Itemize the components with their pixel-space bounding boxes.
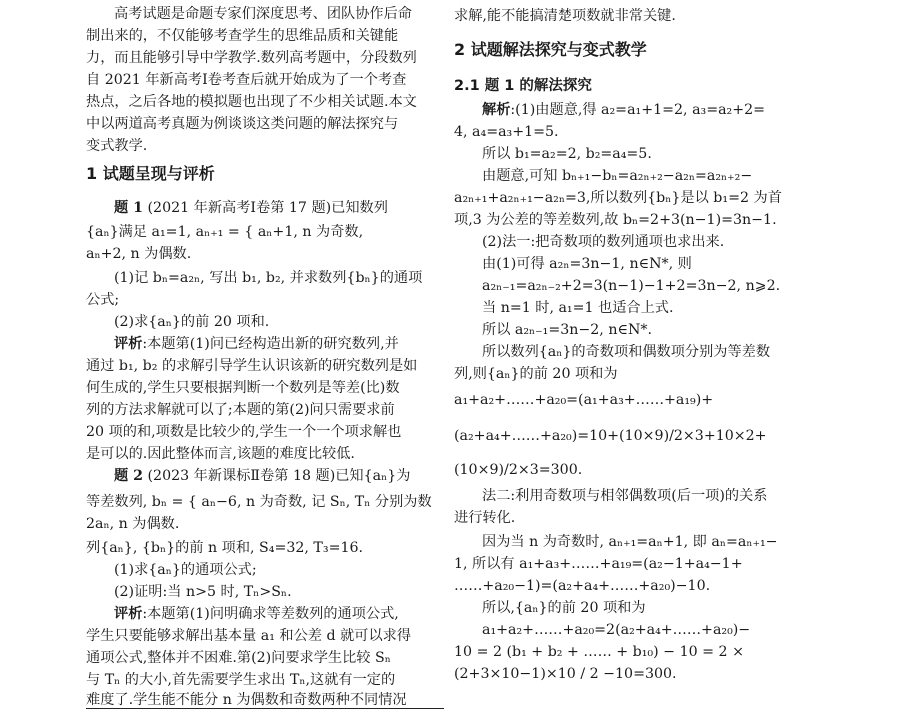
bold-lead: 评析 — [114, 606, 143, 622]
right-text-line: a₂ₙ₋₁=a₂ₙ₋₂+2=3(n−1)−1+2=3n−2, n⩾2. — [482, 278, 781, 294]
left-text-line: 题 1 (2021 年新高考Ⅰ卷第 17 题)已知数列 — [114, 200, 388, 216]
right-text-line: 解析:(1)由题意,得 a₂=a₁+1=2, a₃=a₂+2= — [482, 102, 766, 118]
right-text-line: (a₂+a₄+……+a₂₀)=10+(10×9)/2×3+10×2+ — [454, 428, 767, 444]
left-text-line: 等差数列, bₙ = { aₙ−6, n 为奇数, 记 Sₙ, Tₙ 分别为数 — [86, 494, 432, 510]
right-text-line: 2 试题解法探究与变式教学 — [454, 40, 647, 59]
left-text-line: (2)证明:当 n>5 时, Tₙ>Sₙ. — [114, 584, 292, 600]
left-text-line: 列{aₙ}, {bₙ}的前 n 项和, S₄=32, T₃=16. — [86, 540, 364, 556]
left-text-line: (1)求{aₙ}的通项公式; — [114, 562, 257, 578]
right-text-line: (2+3×10−1)×10 / 2 −10=300. — [454, 666, 677, 682]
left-text-line: 通过 b₁, b₂ 的求解引导学生认识该新的研究数列是如 — [86, 358, 418, 374]
left-text-line: {aₙ}满足 a₁=1, aₙ₊₁ = { aₙ+1, n 为奇数, — [86, 224, 364, 240]
right-text-line: a₂ₙ₊₁+a₂ₙ₊₁−a₂ₙ=3,所以数列{bₙ}是以 b₁=2 为首 — [454, 190, 782, 206]
right-text-line: 法二:利用奇数项与相邻偶数项(后一项)的关系 — [482, 488, 768, 504]
right-text-line: 2.1 题 1 的解法探究 — [454, 78, 592, 94]
left-text-line: 何生成的,学生只要根据判断一个数列是等差(比)数 — [86, 380, 400, 396]
left-text-line: aₙ+2, n 为偶数. — [86, 246, 192, 262]
right-text-line: 列,则{aₙ}的前 20 项和为 — [454, 366, 618, 382]
right-text-line: (2)法一:把奇数项的数列通项也求出来. — [482, 234, 725, 250]
left-text-line: 变式教学. — [86, 138, 148, 154]
left-text-line: 中以两道高考真题为例谈谈这类问题的解法探究与 — [86, 116, 399, 132]
right-text-line: 10 = 2 (b₁ + b₂ + …… + b₁₀) − 10 = 2 × — [454, 644, 744, 660]
right-text-line: 当 n=1 时, a₁=1 也适合上式. — [482, 300, 674, 316]
bold-lead: 解析 — [482, 102, 511, 118]
left-text-line: 20 项的和,项数是比较少的,学生一个一个项求解也 — [86, 424, 402, 440]
right-text-line: 进行转化. — [454, 510, 516, 526]
left-text-line: 1 试题呈现与评析 — [86, 164, 215, 183]
left-text-line: (2)求{aₙ}的前 20 项和. — [114, 314, 270, 330]
bold-lead: 题 2 — [114, 468, 143, 484]
right-text-line: 因为当 n 为奇数时, aₙ₊₁=aₙ+1, 即 aₙ=aₙ₊₁− — [482, 534, 778, 550]
left-text-line: 是可以的.因此整体而言,该题的难度比较低. — [86, 446, 355, 462]
footnote-rule — [86, 708, 444, 709]
left-text-line: 列的方法求解就可以了;本题的第(2)问只需要求前 — [86, 402, 395, 418]
left-text-line: 公式; — [86, 292, 120, 308]
left-text-line: 2aₙ, n 为偶数. — [86, 516, 180, 532]
left-text-line: 评析:本题第(1)问已经构造出新的研究数列,并 — [114, 336, 399, 352]
left-text-line: 难度了.学生能不能分 n 为偶数和奇数两种不同情况 — [86, 692, 407, 708]
left-text-line: 评析:本题第(1)问明确求等差数列的通项公式, — [114, 606, 399, 622]
left-text-line: 题 2 (2023 年新课标Ⅱ卷第 18 题)已知{aₙ}为 — [114, 468, 411, 484]
right-text-line: 4, a₄=a₃+1=5. — [454, 124, 559, 140]
right-text-line: 求解,能不能搞清楚项数就非常关键. — [454, 8, 676, 24]
right-text-line: 所以,{aₙ}的前 20 项和为 — [482, 600, 646, 616]
right-text-line: ……+a₂₀−1)=(a₂+a₄+……+a₂₀)−10. — [454, 578, 711, 594]
right-text-line: 项,3 为公差的等差数列,故 bₙ=2+3(n−1)=3n−1. — [454, 212, 777, 228]
left-text-line: 与 Tₙ 的大小,首先需要学生求出 Tₙ,这就有一定的 — [86, 672, 396, 688]
right-text-line: 1, 所以有 a₁+a₃+……+a₁₉=(a₂−1+a₄−1+ — [454, 556, 743, 572]
left-text-line: (1)记 bₙ=a₂ₙ, 写出 b₁, b₂, 并求数列{bₙ}的通项 — [114, 270, 423, 286]
left-text-line: 热点，之后各地的模拟题也出现了不少相关试题.本文 — [86, 94, 417, 110]
bold-lead: 题 1 — [114, 200, 143, 216]
left-text-line: 通项公式,整体并不困难.第(2)问要求学生比较 Sₙ — [86, 650, 391, 666]
right-text-line: (10×9)/2×3=300. — [454, 462, 583, 478]
right-text-line: 所以数列{aₙ}的奇数项和偶数项分别为等差数 — [482, 344, 771, 360]
left-text-line: 高考试题是命题专家们深度思考、团队协作后命 — [114, 6, 412, 22]
left-text-line: 自 2021 年新高考Ⅰ卷考查后就开始成为了一个考查 — [86, 72, 407, 88]
right-text-line: 所以 a₂ₙ₋₁=3n−2, n∈N*. — [482, 322, 652, 338]
right-text-line: a₁+a₂+……+a₂₀=2(a₂+a₄+……+a₂₀)− — [482, 622, 751, 638]
right-text-line: 由题意,可知 bₙ₊₁−bₙ=a₂ₙ₊₂−a₂ₙ=a₂ₙ₊₂− — [482, 168, 753, 184]
left-text-line: 学生只要能够求解出基本量 a₁ 和公差 d 就可以求得 — [86, 628, 412, 644]
right-text-line: 所以 b₁=a₂=2, b₂=a₄=5. — [482, 146, 652, 162]
left-text-line: 制出来的，不仅能够考查学生的思维品质和关键能 — [86, 28, 399, 44]
right-text-line: 由(1)可得 a₂ₙ=3n−1, n∈N*, 则 — [482, 256, 692, 272]
left-text-line: 力，而且能够引导中学教学.数列高考题中，分段数列 — [86, 50, 417, 66]
right-text-line: a₁+a₂+……+a₂₀=(a₁+a₃+……+a₁₉)+ — [454, 392, 714, 408]
bold-lead: 评析 — [114, 336, 143, 352]
